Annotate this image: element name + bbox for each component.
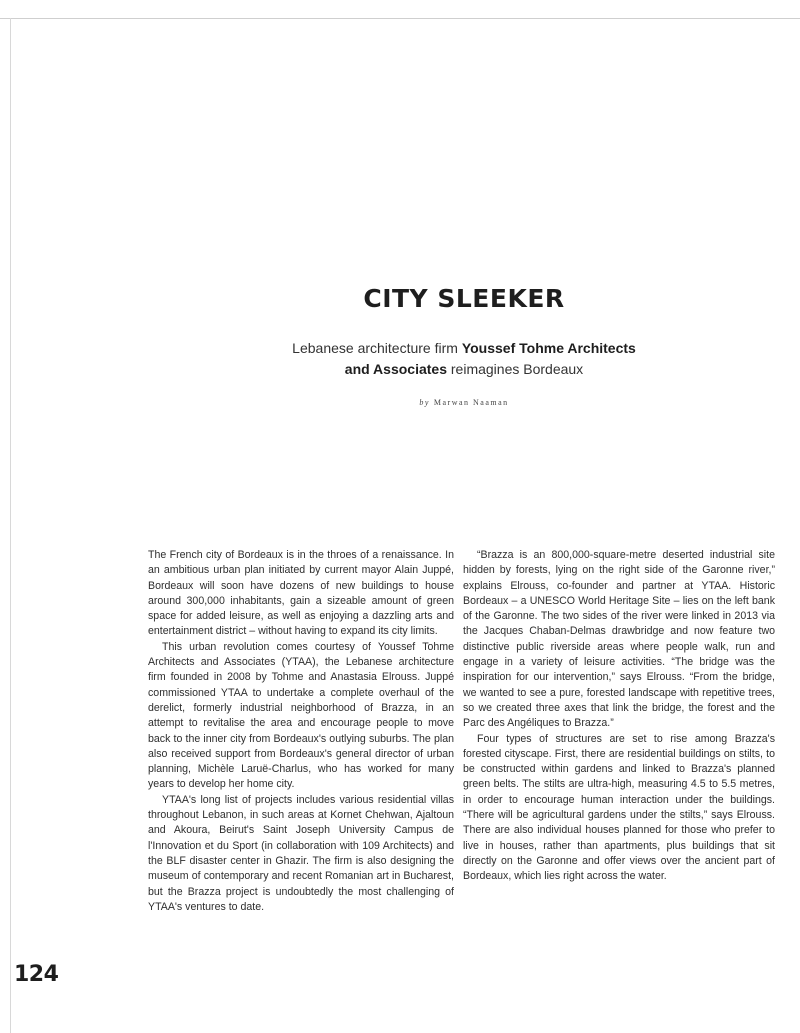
byline-author: Marwan Naaman	[433, 398, 509, 407]
body-paragraph: “Brazza is an 800,000-square-metre deserted industrial site hidden by forests, lying on the right side of the Garonne river,” explains Elrouss, co-founder and partner at YTAA. Historic Bordeaux – a UNESCO World Heritage Site – lies on the left bank of the Garonne. The two sides of the river were linked in 2013 via the Jacques Chaban-Delmas drawbridge and now feature two distinctive public riverside areas where people walk, run and engage in a variety of leisure activities. “The bridge was the inspiration for our intervention,” says Elrouss. “From the bridge, we wanted to see a pure, forested landscape with repetitive trees, so we created three axes that link the bridge, the forest and the Parc des Angéliques to Brazza.”	[463, 549, 775, 730]
body-paragraph: This urban revolution comes courtesy of Youssef Tohme Architects and Associates (YTAA), the Lebanese architecture firm founded in 2008 by Tohme and Anastasia Elrouss. Juppé commissioned YTAA to undertake a complete overhaul of the derelict, formerly industrial neighborhood of Brazza, in an attempt to revitalise the area and encourage people to move back to the inner city from Bordeaux's outlying suburbs. The plan also received support from Bordeaux's general director of urban planning, Michèle Laruë-Charlus, who has worked for many years to develop her home city.	[148, 640, 454, 791]
body-paragraph: The French city of Bordeaux is in the throes of a renaissance. In an ambitious urban plan initiated by current mayor Alain Juppé, Bordeaux will soon have dozens of new buildings to house around 300,000 inhabitants, gain a sizeable amount of green space for added leisure, as well as enjoying a dazzling arts and entertainment district – without having to expand its city limits.	[148, 549, 454, 638]
article-byline	[0, 398, 800, 407]
body-column-right	[463, 548, 775, 885]
subtitle-text-2: reimagines Bordeaux	[447, 361, 584, 377]
body-column-left	[148, 548, 454, 915]
subtitle-text-1: Lebanese architecture firm	[292, 340, 462, 356]
page-left-border	[10, 18, 11, 1033]
page-number: 124	[14, 962, 59, 987]
article-title: CITY SLEEKER	[363, 284, 565, 313]
body-paragraph: YTAA's long list of projects includes various residential villas throughout Lebanon, in such areas at Kornet Chehwan, Ajaltoun and Akoura, Beirut's Saint Joseph University Campus de l'Innovation et du Sport (in collaboration with 109 Architects) and the BLF disaster center in Ghazir. The firm is also designing the museum of contemporary and recent Romanian art in Bucharest, but the Brazza project is undoubtedly the most challenging of YTAA's ventures to date.	[148, 793, 454, 913]
subtitle-firm-name-2: and Associates	[344, 361, 447, 377]
body-paragraph: Four types of structures are set to rise among Brazza's forested cityscape. First, there are residential buildings on stilts, to be constructed within gardens and linked to Brazza's planned green belts. The stilts are ultra-high, measuring 4.5 to 5.5 metres, in order to encourage human interaction under the buildings. “There will be agricultural gardens under the stilts,” says Elrouss. There are also individual houses planned for those who prefer to live in houses, rather than apartments, plus buildings that sit directly on the Garonne and offer views over the ancient part of Bordeaux, which lies right across the water.	[463, 732, 775, 883]
byline-prefix: by	[419, 398, 430, 407]
page-top-border	[0, 18, 800, 19]
subtitle-firm-name: Youssef Tohme Architects	[461, 340, 636, 356]
article-subtitle	[0, 338, 800, 380]
